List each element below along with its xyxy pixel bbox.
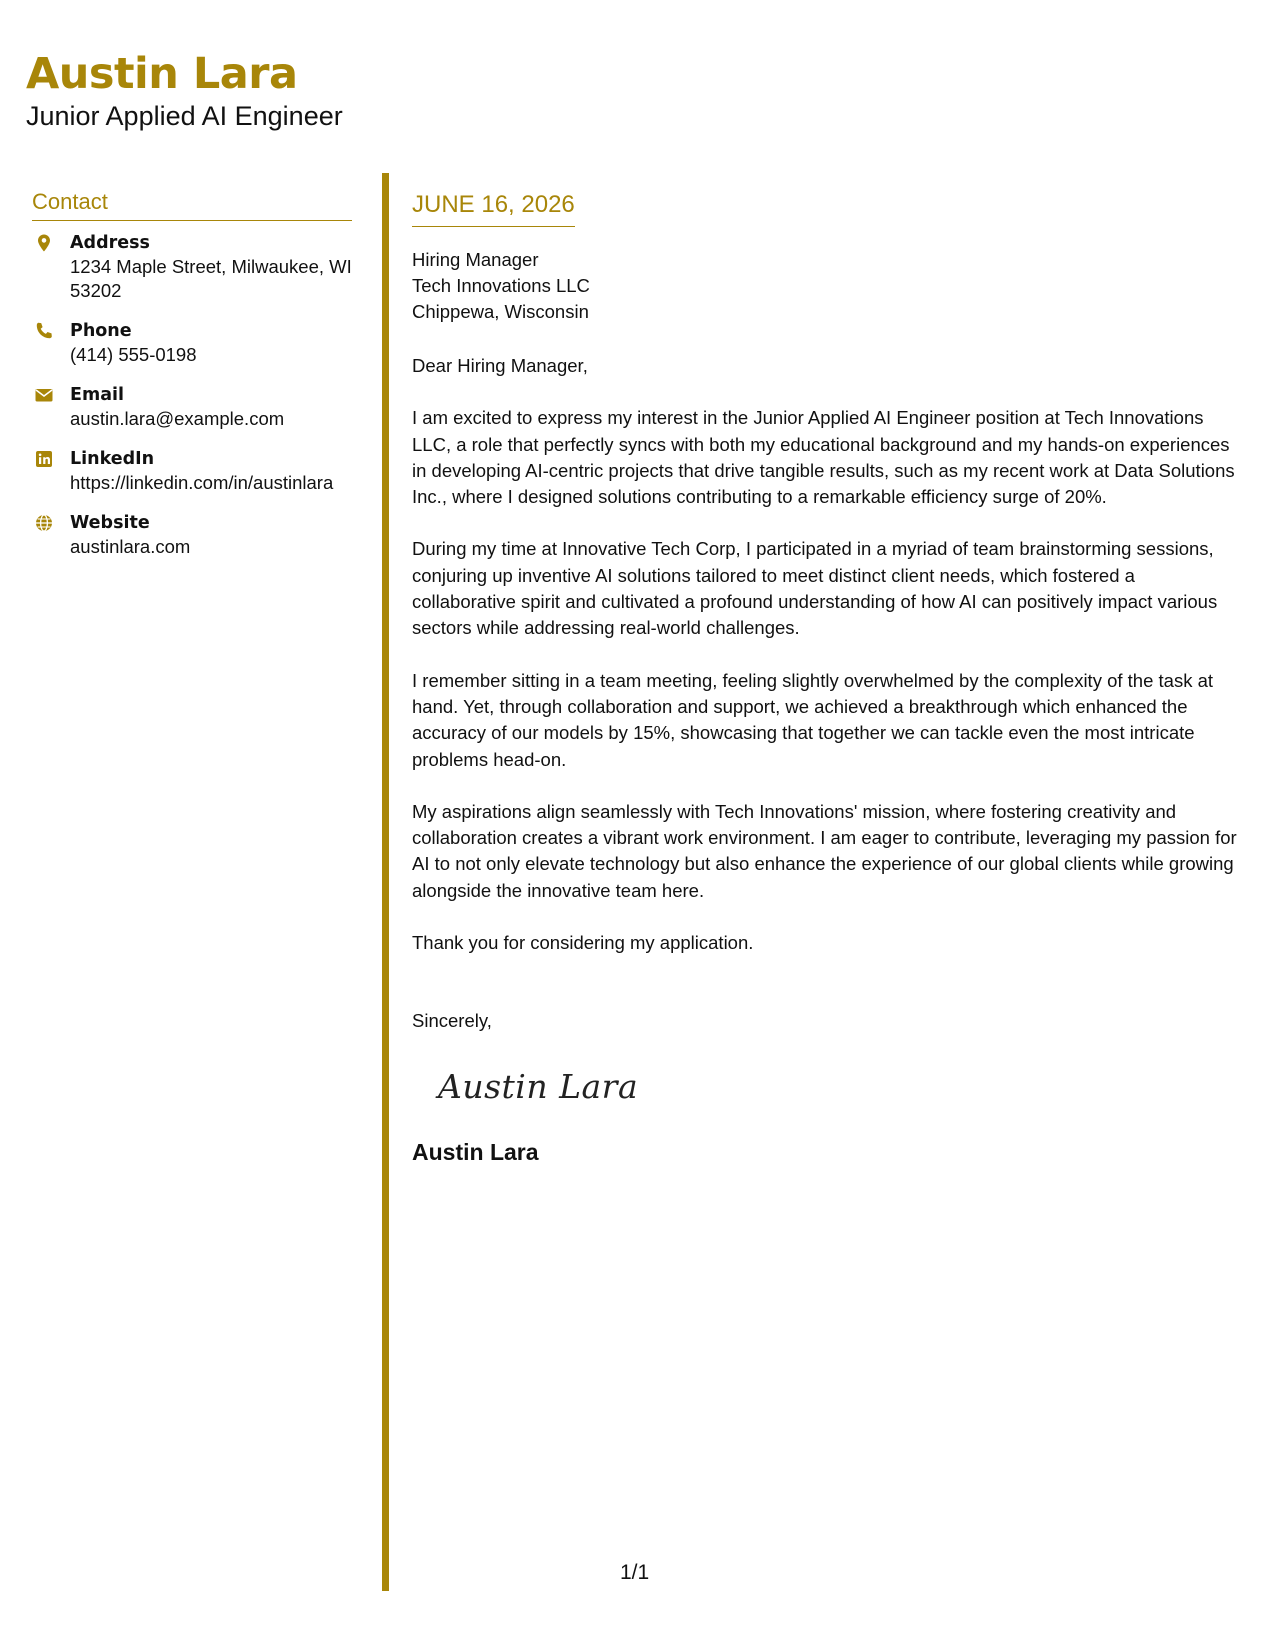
website-link[interactable]: austinlara.com — [70, 536, 191, 557]
signer-name: Austin Lara — [412, 1138, 539, 1165]
body-paragraph: My aspirations align seamlessly with Tech Innovations' mission, where fostering creativity and collaboration creates a vibrant work environment. I am eager to contribute, leveraging my passion for AI to not only elevate technology but also enhance the experience of our global clients while growing alongside the innovative team here. — [412, 800, 1237, 901]
recipient-company: Tech Innovations LLC — [412, 275, 590, 296]
map-pin-icon — [34, 233, 54, 253]
contact-sidebar — [32, 188, 352, 575]
body-paragraph: I remember sitting in a team meeting, feeling slightly overwhelmed by the complexity of the task at hand. Yet, through collaboration and support, we achieved a breakthrough which enhanced the accuracy of our models by 15%, showcasing that together we can tackle even the most intricate problems head-on. — [412, 669, 1214, 770]
cover-letter — [412, 190, 1242, 1167]
phone-icon — [34, 321, 54, 341]
contact-label: Email — [70, 385, 124, 405]
job-title: Junior Applied AI Engineer — [26, 101, 343, 131]
contact-item-address — [32, 231, 352, 303]
contact-item-email — [32, 383, 352, 431]
applicant-name: Austin Lara — [26, 49, 298, 99]
contact-value: (414) 555-0198 — [70, 344, 197, 365]
recipient-location: Chippewa, Wisconsin — [412, 301, 589, 322]
globe-icon — [34, 513, 54, 533]
envelope-icon — [34, 385, 54, 405]
recipient-name: Hiring Manager — [412, 249, 539, 270]
linkedin-link[interactable]: https://linkedin.com/in/austinlara — [70, 472, 334, 493]
contact-value: 1234 Maple Street, Milwaukee, WI 53202 — [70, 256, 352, 301]
recipient-block — [412, 247, 1242, 325]
letter-date: JUNE 16, 2026 — [412, 190, 575, 227]
column-divider — [382, 173, 389, 1591]
contact-label: LinkedIn — [70, 449, 155, 469]
contact-item-phone — [32, 319, 352, 367]
body-paragraph: During my time at Innovative Tech Corp, I participated in a myriad of team brainstorming sessions, conjuring up inventive AI solutions tailored to meet distinct client needs, which fostered a collaborative spirit and cultivated a profound understanding of how AI can positively impact various sectors while addressing real-world challenges. — [412, 538, 1218, 639]
contact-item-linkedin — [32, 447, 352, 495]
closing: Sincerely, — [412, 1010, 492, 1032]
linkedin-icon — [34, 449, 54, 469]
page-number: 1/1 — [620, 1561, 650, 1584]
contact-heading: Contact — [32, 188, 352, 221]
salutation: Dear Hiring Manager, — [412, 355, 588, 376]
contact-value: austin.lara@example.com — [70, 408, 285, 429]
contact-label: Phone — [70, 321, 132, 341]
contact-label: Website — [70, 513, 150, 533]
contact-item-website — [32, 511, 352, 559]
thank-you-paragraph: Thank you for considering my application. — [412, 932, 754, 954]
contact-label: Address — [70, 233, 150, 253]
body-paragraph: I am excited to express my interest in the Junior Applied AI Engineer position at Tech Innovations LLC, a role that perfectly syncs with both my educational background and my hands-on experiences in developing AI-centric projects that drive tangible results, such as my recent work at Data Solutions Inc., where I designed solutions contributing to a remarkable efficiency surge of 20%. — [412, 407, 1235, 508]
handwritten-signature: Austin Lara — [438, 1066, 639, 1106]
